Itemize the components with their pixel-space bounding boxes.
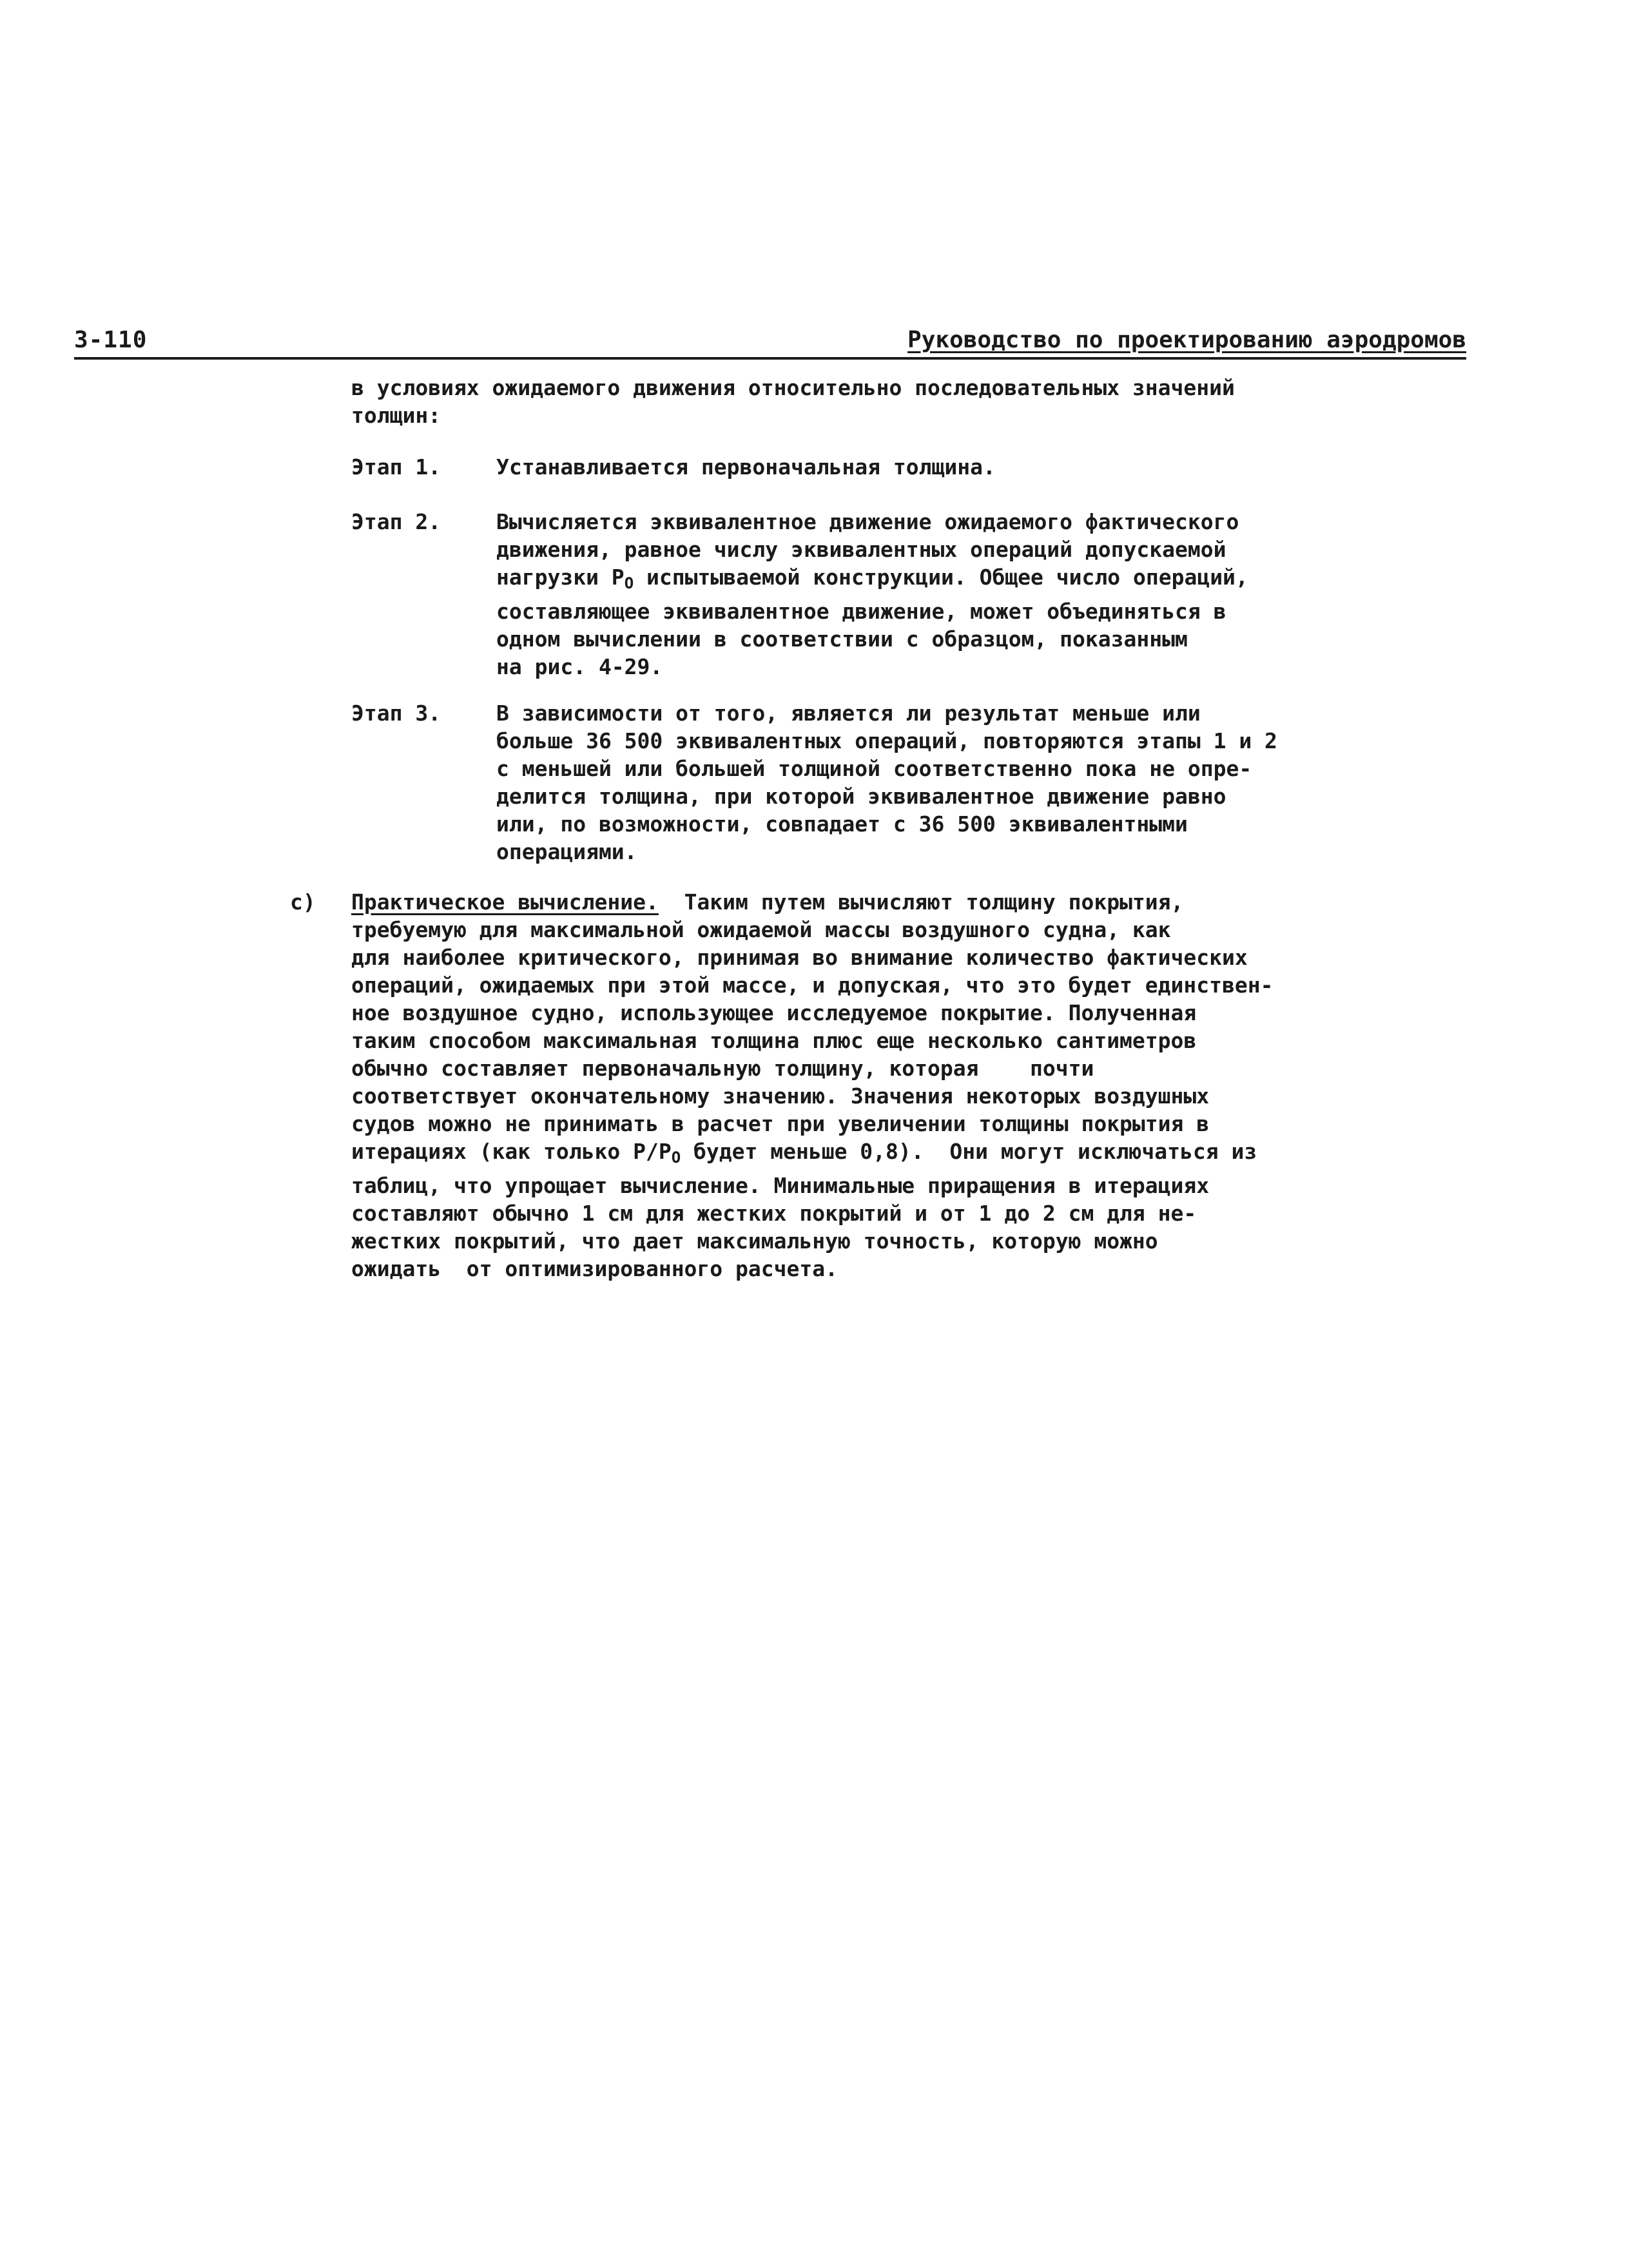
item-c-line: обычно составляет первоначальную толщину, которая почти — [351, 1056, 1094, 1081]
item-c-title: Практическое вычисление. — [351, 889, 659, 915]
item-c-line: ожидать от оптимизированного расчета. — [351, 1256, 838, 1281]
step-line: с меньшей или большей толщиной соответственно пока не опре- — [496, 756, 1252, 781]
step-line: на рис. 4-29. — [496, 654, 663, 679]
header-rule — [74, 357, 1466, 360]
step-2-label: Этап 2. — [351, 509, 441, 534]
item-c-line: соответствует окончательному значению. Значения некоторых воздушных — [351, 1083, 1210, 1109]
item-c-line: судов можно не принимать в расчет при увеличении толщины покрытия в — [351, 1111, 1210, 1136]
item-c-line: составляют обычно 1 см для жестких покрытий и от 1 до 2 см для не- — [351, 1201, 1197, 1226]
item-c-ratio-line — [351, 1138, 1576, 1172]
step-line-with-subscript — [496, 563, 1527, 597]
step-line: Устанавливается первоначальная толщина. — [496, 454, 996, 480]
item-c-text: итерациях (как только P/P — [351, 1139, 672, 1164]
item-c-line: жестких покрытий, что дает максимальную точность, которую можно — [351, 1228, 1158, 1254]
step-1-body — [496, 453, 1527, 481]
subscript: O — [624, 574, 634, 592]
intro-line: толщин: — [351, 403, 441, 428]
intro-paragraph — [351, 374, 1235, 429]
item-c-text: будет меньше 0,8). Они могут исключаться из — [681, 1139, 1257, 1164]
item-c-text: Таким путем вычисляют толщину покрытия, — [658, 889, 1184, 915]
item-c-body — [351, 888, 1576, 1283]
step-3-body — [496, 699, 1527, 866]
running-title: Руководство по проектированию аэродромов — [907, 327, 1466, 353]
item-c-first-line — [351, 888, 1576, 916]
page-header — [74, 321, 1466, 360]
step-line: составляющее эквивалентное движение, может объединяться в — [496, 599, 1226, 624]
step-line: одном вычислении в соответствии с образцом, показанным — [496, 626, 1188, 652]
item-c-line: требуемую для максимальной ожидаемой массы воздушного судна, как — [351, 917, 1171, 942]
step-line: движения, равное числу эквивалентных операций допускаемой — [496, 537, 1226, 562]
step-text: испытываемой конструкции. Общее число операций, — [646, 565, 1248, 590]
step-1-label: Этап 1. — [351, 454, 441, 480]
step-line: В зависимости от того, является ли результат меньше или — [496, 701, 1201, 726]
item-c-line: таким способом максимальная толщина плюс еще несколько сантиметров — [351, 1028, 1197, 1053]
item-c-line: для наиболее критического, принимая во внимание количество фактических — [351, 945, 1248, 970]
step-3-label: Этап 3. — [351, 701, 441, 726]
step-line: больше 36 500 эквивалентных операций, повторяются этапы 1 и 2 — [496, 728, 1277, 753]
step-line: делится толщина, при которой эквивалентное движение равно — [496, 784, 1226, 809]
step-line: Вычисляется эквивалентное движение ожидаемого фактического — [496, 509, 1239, 534]
item-c-line: ное воздушное судно, использующее исследуемое покрытие. Полученная — [351, 1000, 1197, 1025]
step-line: операциями. — [496, 839, 637, 864]
item-c-marker: с) — [290, 889, 316, 915]
item-c-line: таблиц, что упрощает вычисление. Минимальные приращения в итерациях — [351, 1173, 1210, 1198]
page-number: 3-110 — [74, 327, 148, 353]
step-text: нагрузки P — [496, 565, 625, 590]
intro-line: в условиях ожидаемого движения относительно последовательных значений — [351, 375, 1235, 400]
item-c-line: операций, ожидаемых при этой массе, и допуская, что это будет единствен- — [351, 973, 1274, 998]
subscript: O — [671, 1149, 681, 1167]
step-line: или, по возможности, совпадает с 36 500 эквивалентными — [496, 811, 1188, 837]
step-2-body — [496, 508, 1527, 681]
